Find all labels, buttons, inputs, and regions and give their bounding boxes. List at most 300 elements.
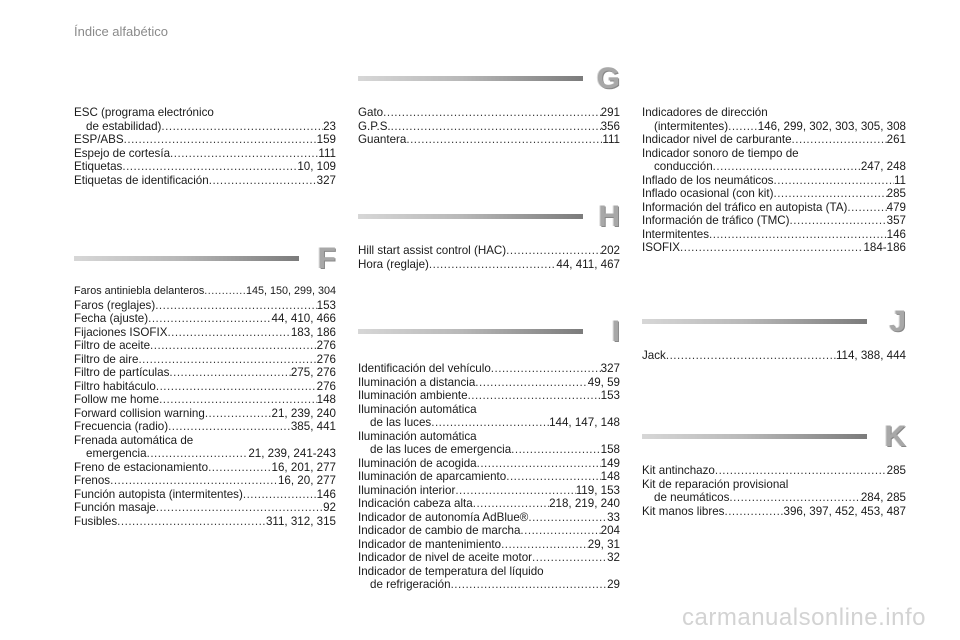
index-entry-pages: 385, 441 xyxy=(290,420,336,433)
index-entry-term: Información de tráfico (TMC) xyxy=(642,214,790,227)
index-entry-row xyxy=(642,187,906,201)
leader-dots xyxy=(429,258,557,272)
section-letter-j: J xyxy=(889,305,906,338)
leader-dots xyxy=(511,443,601,457)
index-entry xyxy=(358,244,620,258)
index-entry xyxy=(74,420,336,434)
index-entry-term: Fecha (ajuste) xyxy=(74,312,149,325)
index-entry-pages: 153 xyxy=(600,389,620,402)
index-entry xyxy=(358,484,620,498)
index-entry-row xyxy=(74,366,336,380)
index-entry xyxy=(74,474,336,488)
index-entry xyxy=(74,326,336,340)
index-entry-line xyxy=(358,403,620,417)
index-entry xyxy=(74,299,336,313)
index-entry-term: Función autopista (intermitentes) xyxy=(74,487,243,501)
index-entry-row xyxy=(74,299,336,313)
index-entry-term: Hill start assist control (HAC) xyxy=(358,244,507,257)
index-entry xyxy=(74,434,336,461)
index-entry-row xyxy=(74,420,336,434)
index-entry-pages: 148 xyxy=(600,470,620,483)
index-entry xyxy=(642,201,906,215)
index-entry xyxy=(74,366,336,380)
index-entry-term: de estabilidad) xyxy=(86,119,162,133)
index-entry-pages: 275, 276 xyxy=(290,366,336,379)
index-entry-term: Iluminación automática xyxy=(358,402,477,416)
index-entry-pages: 285 xyxy=(886,187,906,200)
index-entry-term: Indicación cabeza alta xyxy=(358,497,473,510)
index-entry xyxy=(642,174,906,188)
index-entry-term: Indicador sonoro de tiempo de xyxy=(642,146,799,160)
leader-dots xyxy=(156,501,323,515)
leader-dots xyxy=(170,147,318,161)
section-letter-i: I xyxy=(611,315,620,348)
index-entry-term: Freno de estacionamiento xyxy=(74,460,209,474)
index-entry-pages: 29, 31 xyxy=(587,537,620,551)
leader-dots xyxy=(506,244,600,258)
index-entry-term: emergencia xyxy=(86,447,147,460)
index-entry-term: (intermitentes) xyxy=(654,119,729,133)
index-entry xyxy=(358,376,620,390)
index-entry-term: Indicador de autonomía AdBlue® xyxy=(358,510,529,524)
index-entry-line xyxy=(642,106,906,120)
index-entry-pages: 49, 59 xyxy=(587,375,620,389)
index-entry-term: Etiquetas xyxy=(74,160,123,173)
index-entry xyxy=(74,160,336,174)
index-entry-row xyxy=(358,551,620,565)
section-letter-k: K xyxy=(884,420,906,453)
leader-dots xyxy=(506,470,600,484)
index-entry-term: Kit de reparación provisional xyxy=(642,477,789,491)
leader-dots xyxy=(473,497,549,511)
index-entry xyxy=(642,214,906,228)
leader-dots xyxy=(475,376,587,390)
index-entry-line xyxy=(74,106,336,120)
index-entry-pages: 144, 147, 148 xyxy=(549,416,620,429)
index-entry-row xyxy=(642,201,906,215)
index-entry-pages: 327 xyxy=(316,173,336,187)
index-entry xyxy=(642,187,906,201)
index-entry-term: Kit antinchazo xyxy=(642,464,715,477)
index-entry-term: Follow me home xyxy=(74,393,160,406)
index-entry-row xyxy=(74,447,336,461)
leader-dots xyxy=(147,447,249,461)
index-list-g xyxy=(358,106,620,147)
index-entry-pages: 357 xyxy=(886,214,906,227)
index-entry-row xyxy=(74,312,336,326)
leader-dots xyxy=(666,349,836,363)
index-entry-term: Gato xyxy=(358,106,384,119)
leader-dots xyxy=(406,133,602,147)
leader-dots xyxy=(468,389,601,403)
index-entry-pages: 111 xyxy=(602,133,620,146)
index-entry xyxy=(74,407,336,421)
index-entry-pages: 311, 312, 315 xyxy=(265,514,336,528)
index-entry-row xyxy=(358,470,620,484)
index-entry-pages: 285 xyxy=(886,464,906,477)
section-header-g xyxy=(358,62,620,95)
index-entry xyxy=(358,362,620,376)
index-entry xyxy=(642,478,906,505)
section-header-k xyxy=(642,420,906,453)
index-entry-pages: 146 xyxy=(886,227,906,241)
index-entry-row xyxy=(642,349,906,363)
index-entry-row xyxy=(358,376,620,390)
index-entry-term: Frenada automática de xyxy=(74,433,194,447)
index-entry-row xyxy=(358,511,620,525)
index-entry-term: Intermitentes xyxy=(642,227,710,241)
index-entry-term: Faros (reglajes) xyxy=(74,298,156,312)
index-entry-row xyxy=(642,228,906,242)
index-entry-pages: 32 xyxy=(607,551,620,564)
index-entry-term: Frecuencia (radio) xyxy=(74,420,169,433)
index-entry-row xyxy=(358,524,620,538)
section-header-f xyxy=(74,242,336,275)
index-entry-pages: 114, 388, 444 xyxy=(835,349,906,362)
section-divider xyxy=(642,319,867,324)
index-entry-term: conducción xyxy=(654,160,713,173)
index-entry-pages: 276 xyxy=(316,352,336,366)
index-entry-pages: 29 xyxy=(607,578,620,591)
index-entry xyxy=(358,497,620,511)
index-entry-pages: 202 xyxy=(600,244,620,257)
index-entry-row xyxy=(74,326,336,340)
index-entry xyxy=(74,312,336,326)
index-entry-pages: 261 xyxy=(886,133,906,146)
index-entry-row xyxy=(358,258,620,272)
index-entry-pages: 276 xyxy=(316,339,336,352)
index-entry xyxy=(358,457,620,471)
index-entry xyxy=(358,430,620,457)
index-entry-pages: 184-186 xyxy=(863,241,906,254)
leader-dots xyxy=(205,407,272,421)
index-entry-row xyxy=(74,474,336,488)
leader-dots xyxy=(847,201,886,215)
index-entry-row xyxy=(642,160,906,174)
index-entry-term: Indicador de cambio de marcha xyxy=(358,524,521,537)
index-entry-term: Iluminación a distancia xyxy=(358,375,476,389)
index-list-j xyxy=(642,349,906,363)
section-divider xyxy=(358,76,583,81)
index-entry xyxy=(642,133,906,147)
index-entry xyxy=(74,380,336,394)
leader-dots xyxy=(713,160,861,174)
index-entry-term: Forward collision warning xyxy=(74,406,205,420)
index-entry-term: Fijaciones ISOFIX xyxy=(74,325,168,339)
index-entry-row xyxy=(358,538,620,552)
leader-dots xyxy=(680,241,863,255)
index-entry-row xyxy=(74,353,336,367)
leader-dots xyxy=(159,393,317,407)
index-entry xyxy=(358,551,620,565)
index-entry-row xyxy=(74,285,336,299)
leader-dots xyxy=(477,457,601,471)
page-header: Índice alfabético xyxy=(74,24,168,39)
index-entry-term: Información del tráfico en autopista (TA) xyxy=(642,200,848,214)
index-entry-pages: 149 xyxy=(600,456,620,470)
index-entry-term: Espejo de cortesía xyxy=(74,146,171,160)
index-entry-pages: 153 xyxy=(316,298,336,312)
index-entry-line xyxy=(74,434,336,448)
index-entry-pages: 23 xyxy=(323,119,336,133)
index-entry-row xyxy=(358,443,620,457)
index-entry xyxy=(74,106,336,133)
index-entry-pages: 145, 150, 299, 304 xyxy=(245,285,336,297)
leader-dots xyxy=(773,187,886,201)
index-entry-term: Iluminación ambiente xyxy=(358,389,468,402)
leader-dots xyxy=(167,326,290,340)
index-entry-term: Kit manos libres xyxy=(642,504,725,518)
index-entry-term: Iluminación automática xyxy=(358,429,477,443)
index-entry-term: Inflado ocasional (con kit) xyxy=(642,187,774,200)
index-entry-pages: 10, 109 xyxy=(297,160,336,173)
index-entry-term: de las luces xyxy=(370,416,432,429)
index-entry-row xyxy=(74,515,336,529)
index-list-i xyxy=(358,362,620,592)
index-list-f xyxy=(74,285,336,528)
index-entry-pages: 218, 219, 240 xyxy=(549,497,620,510)
index-entry-term: ESC (programa electrónico xyxy=(74,106,214,119)
leader-dots xyxy=(455,484,575,498)
index-entry-pages: 119, 153 xyxy=(575,483,620,497)
index-entry-pages: 44, 411, 467 xyxy=(556,257,620,271)
section-divider xyxy=(642,434,867,439)
index-entry-pages: 111 xyxy=(318,146,336,160)
leader-dots xyxy=(790,214,887,228)
leader-dots xyxy=(138,353,316,367)
index-entry-row xyxy=(642,464,906,478)
section-header-h xyxy=(358,200,620,233)
index-entry-term: Guantera xyxy=(358,133,407,146)
index-entry xyxy=(642,228,906,242)
index-entry-pages: 44, 410, 466 xyxy=(271,312,336,325)
index-entry-pages: 146, 299, 302, 303, 305, 308 xyxy=(757,119,906,133)
leader-dots xyxy=(110,474,278,488)
leader-dots xyxy=(117,515,266,529)
index-entry-term: ISOFIX xyxy=(642,241,681,254)
index-entry-term: Iluminación de acogida xyxy=(358,456,477,470)
index-entry-row xyxy=(74,461,336,475)
watermark: carmanualsonline.info xyxy=(682,604,926,631)
index-entry xyxy=(358,133,620,147)
index-entry-pages: 479 xyxy=(886,200,906,214)
leader-dots xyxy=(728,120,758,134)
index-list-h xyxy=(358,244,620,271)
index-entry-term: Indicadores de dirección xyxy=(642,106,768,119)
index-entry xyxy=(642,505,906,519)
index-entry-pages: 21, 239, 240 xyxy=(271,406,336,420)
index-entry-row xyxy=(74,380,336,394)
leader-dots xyxy=(124,133,317,147)
leader-dots xyxy=(715,464,887,478)
index-entry xyxy=(358,524,620,538)
index-entry xyxy=(358,258,620,272)
index-entry xyxy=(642,106,906,133)
index-entry-row xyxy=(358,389,620,403)
index-entry xyxy=(358,389,620,403)
section-letter-f: F xyxy=(317,242,336,275)
section-header-j xyxy=(642,305,906,338)
index-entry xyxy=(74,488,336,502)
index-entry xyxy=(74,461,336,475)
index-entry xyxy=(642,349,906,363)
index-entry-row xyxy=(358,362,620,376)
index-entry-row xyxy=(74,133,336,147)
index-entry-row xyxy=(358,457,620,471)
section-divider xyxy=(74,256,299,261)
index-list-i-continued xyxy=(642,106,906,255)
index-entry-term: Fusibles xyxy=(74,514,118,528)
leader-dots xyxy=(532,551,607,565)
index-entry xyxy=(358,470,620,484)
index-entry-line xyxy=(642,478,906,492)
index-entry-row xyxy=(358,484,620,498)
leader-dots xyxy=(169,366,290,380)
leader-dots xyxy=(528,511,607,525)
index-entry xyxy=(74,174,336,188)
index-entry-row xyxy=(74,501,336,515)
index-entry-term: de refrigeración xyxy=(370,578,451,591)
section-divider xyxy=(358,214,583,219)
index-entry-row xyxy=(358,416,620,430)
leader-dots xyxy=(148,312,271,326)
index-entry-pages: 291 xyxy=(600,106,620,119)
index-entry xyxy=(74,339,336,353)
index-entry-pages: 11 xyxy=(893,173,906,187)
leader-dots xyxy=(491,362,601,376)
index-entry-term: Filtro de partículas xyxy=(74,366,170,379)
index-entry-line xyxy=(642,147,906,161)
index-entry-pages: 146 xyxy=(316,487,336,501)
index-entry-term: de neumáticos xyxy=(654,491,730,504)
index-entry-row xyxy=(642,133,906,147)
index-entry xyxy=(358,120,620,134)
section-header-i xyxy=(358,315,620,348)
leader-dots xyxy=(501,538,588,552)
index-entry-row xyxy=(358,578,620,592)
index-entry xyxy=(74,133,336,147)
index-entry-term: Identificación del vehículo xyxy=(358,362,491,375)
leader-dots xyxy=(208,461,271,475)
leader-dots xyxy=(122,160,297,174)
index-entry xyxy=(358,565,620,592)
index-entry-pages: 158 xyxy=(600,443,620,456)
index-entry-pages: 204 xyxy=(600,524,620,537)
leader-dots xyxy=(209,174,317,188)
leader-dots xyxy=(168,420,291,434)
index-entry-term: Frenos xyxy=(74,474,111,487)
index-entry-term: Jack xyxy=(642,349,666,362)
leader-dots xyxy=(150,339,317,353)
index-entry xyxy=(358,403,620,430)
index-entry xyxy=(358,106,620,120)
index-entry-row xyxy=(74,160,336,174)
index-entry-term: Filtro de aire xyxy=(74,352,139,366)
index-entry-row xyxy=(74,147,336,161)
index-entry-term: Indicador de nivel de aceite motor xyxy=(358,551,533,564)
index-entry xyxy=(642,241,906,255)
index-entry xyxy=(74,353,336,367)
index-entry-pages: 16, 201, 277 xyxy=(271,460,336,474)
leader-dots xyxy=(391,120,601,134)
index-entry-row xyxy=(358,106,620,120)
index-entry-pages: 183, 186 xyxy=(290,325,336,339)
index-entry-row xyxy=(642,214,906,228)
index-entry-row xyxy=(642,120,906,134)
leader-dots xyxy=(724,505,783,519)
index-entry-line xyxy=(358,565,620,579)
leader-dots xyxy=(709,228,887,242)
index-entry-row xyxy=(642,505,906,519)
index-entry-row xyxy=(74,174,336,188)
index-entry-pages: 92 xyxy=(323,501,336,514)
index-entry-term: Iluminación interior xyxy=(358,483,456,497)
index-list-k xyxy=(642,464,906,518)
index-entry-pages: 276 xyxy=(316,379,336,393)
index-entry-row xyxy=(358,497,620,511)
leader-dots xyxy=(729,491,860,505)
index-entry-pages: 284, 285 xyxy=(860,491,906,504)
index-entry-row xyxy=(74,393,336,407)
leader-dots xyxy=(161,120,323,134)
index-entry xyxy=(642,464,906,478)
index-entry-line xyxy=(358,430,620,444)
index-entry-term: de las luces de emergencia xyxy=(370,443,512,456)
index-entry-term: Faros antiniebla delanteros xyxy=(74,285,205,297)
index-entry-term: Hora (reglaje) xyxy=(358,257,429,271)
leader-dots xyxy=(204,285,246,299)
index-entry-pages: 247, 248 xyxy=(860,160,906,173)
index-entry-pages: 148 xyxy=(316,393,336,406)
index-entry-term: ESP/ABS xyxy=(74,133,124,146)
index-entry xyxy=(358,538,620,552)
index-entry-row xyxy=(74,407,336,421)
index-entry-pages: 327 xyxy=(600,362,620,375)
index-list-e xyxy=(74,106,336,187)
section-divider xyxy=(358,329,583,334)
index-entry-term: Iluminación de aparcamiento xyxy=(358,470,507,483)
index-entry-row xyxy=(642,174,906,188)
index-entry-term: Filtro habitáculo xyxy=(74,379,156,393)
index-entry xyxy=(358,511,620,525)
index-entry-row xyxy=(642,241,906,255)
index-entry-row xyxy=(358,120,620,134)
index-entry-term: Indicador de mantenimiento xyxy=(358,537,502,551)
index-entry-pages: 33 xyxy=(607,510,620,524)
index-entry-row xyxy=(74,339,336,353)
leader-dots xyxy=(792,133,887,147)
leader-dots xyxy=(451,578,608,592)
index-entry-term: Indicador de temperatura del líquido xyxy=(358,564,544,578)
index-entry-pages: 356 xyxy=(600,119,620,133)
index-entry-pages: 159 xyxy=(316,133,336,146)
section-letter-g: G xyxy=(596,62,620,95)
index-entry xyxy=(74,285,336,299)
index-entry-row xyxy=(358,133,620,147)
index-entry-term: G.P.S. xyxy=(358,119,391,133)
leader-dots xyxy=(520,524,600,538)
leader-dots xyxy=(155,299,316,313)
index-entry-term: Indicador nivel de carburante xyxy=(642,133,792,146)
leader-dots xyxy=(156,380,317,394)
leader-dots xyxy=(431,416,549,430)
index-entry xyxy=(74,515,336,529)
index-entry xyxy=(74,147,336,161)
index-entry-row xyxy=(642,491,906,505)
index-entry-row xyxy=(358,244,620,258)
index-entry-term: Función masaje xyxy=(74,501,156,514)
index-entry-row xyxy=(74,120,336,134)
